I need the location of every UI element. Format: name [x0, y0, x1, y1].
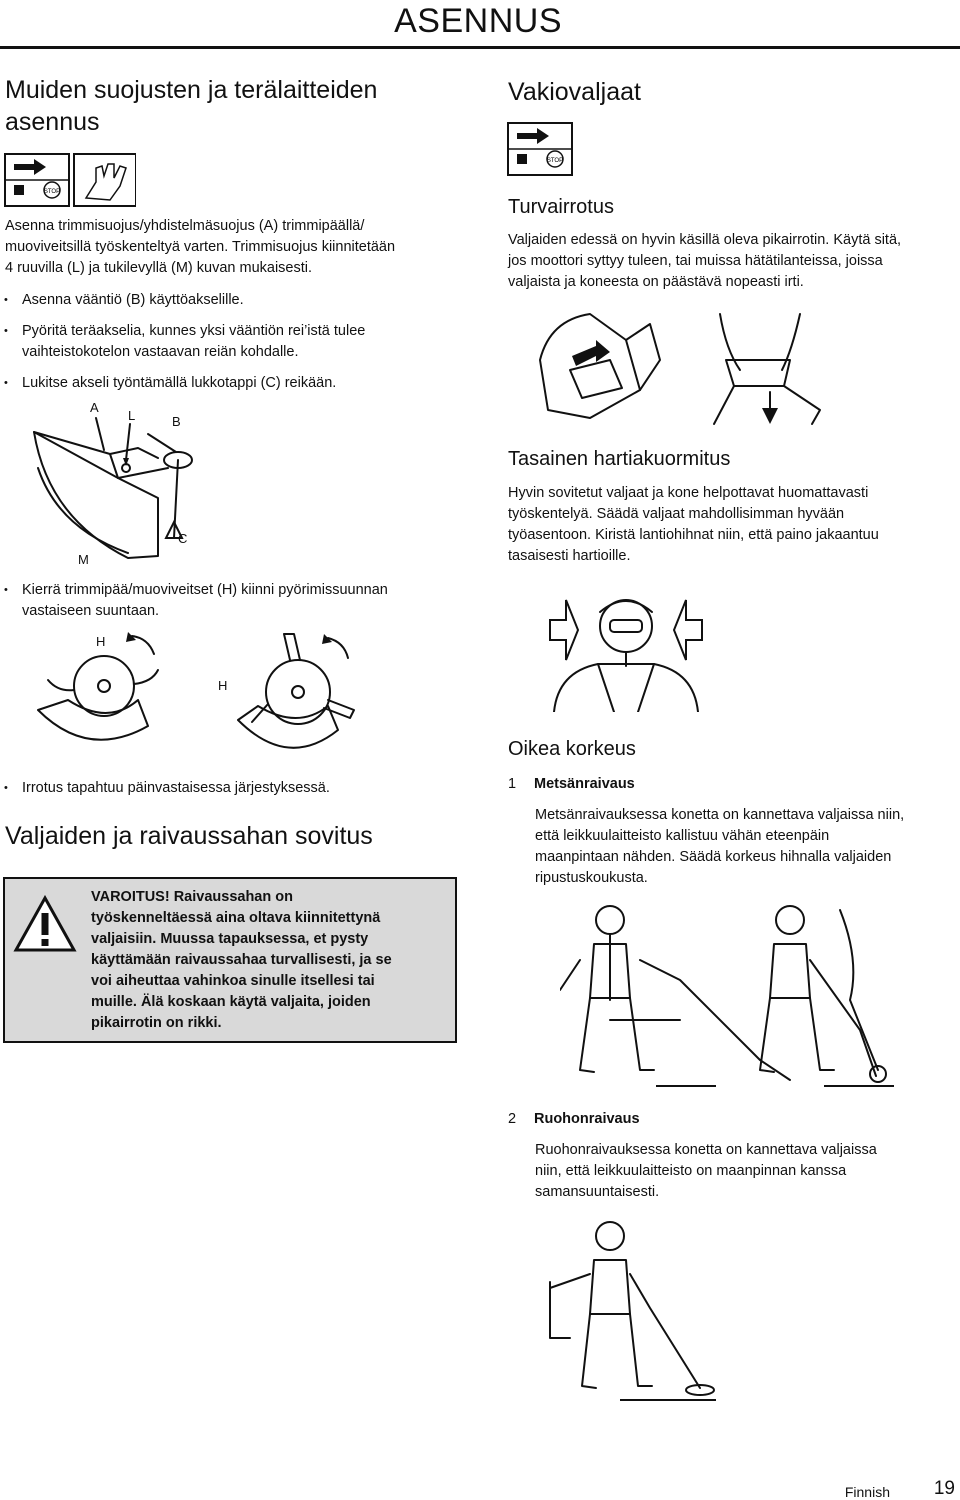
header-rule — [0, 46, 960, 49]
page-header-title: ASENNUS — [394, 2, 562, 40]
subsection-correct-height: Oikea korkeus — [508, 738, 636, 760]
step-rotate-shaft-cont: vaihteistokotelon vastaavan reiän kohdalle. — [22, 344, 299, 360]
subsection-shoulder-load: Tasainen hartiakuormitus — [508, 448, 731, 470]
warning-triangle-icon — [13, 895, 77, 953]
section-title-other-guards — [5, 74, 377, 138]
quick-release-paragraph: Valjaiden edessä on hyvin käsillä oleva pikairrotin. Käytä sitä, jos moottori syttyy tuleen, tai muissa hätätilanteissa, joissa valjaista ja koneesta on päästävä nopeasti irti. — [508, 232, 902, 290]
height-item-1-paragraph: Metsänraivauksessa konetta on kannettava valjaissa niin, että leikkuulaitteisto kallistuu vähän eteenpäin maanpintaan nähden. Säädä korkeus hihnalla valjaiden ripustuskoukusta. — [535, 807, 905, 886]
guard-assembly-figure — [18, 398, 458, 570]
footer-language: Finnish — [844, 1484, 890, 1500]
step-lock-shaft: • Lukitse akseli työntämällä lukkotappi (C) reikään. — [0, 373, 460, 394]
label-h2: H — [218, 678, 228, 693]
subsection-quick-release: Turvairrotus — [508, 196, 614, 218]
label-a: A — [90, 400, 99, 415]
section-title-line2: asennus — [5, 108, 100, 136]
read-manual-icon-right — [507, 121, 575, 177]
quick-release-figure — [530, 300, 830, 426]
step-attach-head — [0, 580, 460, 622]
instruction-icons-left — [4, 152, 136, 208]
section-title-line1: Muiden suojusten ja terälaitteiden — [5, 76, 378, 104]
label-m: M — [78, 552, 89, 567]
label-l: L — [128, 408, 136, 423]
intro-line1: Asenna trimmisuojus/yhdistelmäsuojus (A) trimmipäällä/ — [5, 218, 365, 234]
section-title-harness-fitting: Valjaiden ja raivaussahan sovitus — [5, 822, 373, 850]
shoulder-harness-figure — [534, 576, 714, 712]
assembly-steps — [0, 290, 460, 394]
intro-paragraph — [5, 216, 455, 279]
intro-line3: 4 ruuvilla (L) ja tukilevyllä (M) kuvan mukaisesti. — [5, 260, 313, 276]
height-item-2-heading: 2 Ruohonraivaus — [508, 1111, 640, 1127]
section-title-standard-harness: Vakiovaljaat — [508, 78, 641, 106]
svg-text:STOP: STOP — [546, 158, 564, 164]
step-removal — [0, 778, 460, 799]
label-h1: H — [96, 634, 106, 649]
warning-box — [3, 877, 457, 1043]
svg-text:STOP: STOP — [43, 189, 61, 195]
height-item-1-heading: 1 Metsänraivaus — [508, 776, 635, 792]
label-b: B — [172, 414, 181, 429]
shoulder-load-paragraph: Hyvin sovitetut valjaat ja kone helpottavat huomattavasti työskentelyä. Säädä valjaat mahdollisimman hyvään työasentoon. Kiristä lantiohihnat niin, että paino jakaantuu tasaisesti hartioille. — [508, 485, 879, 564]
footer-page-number: 19 — [933, 1478, 955, 1499]
trimmer-head-figure — [28, 630, 368, 760]
forest-clearing-figure — [560, 900, 900, 1094]
step-mount-driver: • Asenna vääntiö (B) käyttöakselille. — [0, 290, 460, 311]
warning-text: VAROITUS! Raivaussahan on työskenneltäessä aina oltava kiinnitettynä valjaisiin. Muussa tapauksessa, et pysty käyttämään raivaussahaa turvallisesti, ja se voi aiheuttaa vahinkoa sinulle itsellesi tai muille. Älä koskaan käytä valjaita, joiden pikairrotin on rikki. — [91, 889, 392, 1031]
step-attach-head-text: • Kierrä trimmipää/muoviveitset (H) kiinni pyörimissuunnan vastaiseen suuntaan. — [0, 580, 460, 622]
step-removal-text: • Irrotus tapahtuu päinvastaisessa järjestyksessä. — [0, 778, 460, 799]
step-rotate-shaft: • Pyöritä teräakselia, kunnes yksi vääntiön rei’istä tulee — [0, 321, 460, 342]
height-item-2-paragraph: Ruohonraivauksessa konetta on kannettava valjaissa niin, että leikkuulaitteisto on maanpinnan kanssa samansuuntaisesti. — [535, 1142, 877, 1200]
label-c: C — [178, 531, 188, 546]
grass-clearing-figure — [520, 1218, 720, 1404]
intro-line2: muoviveitsillä työskenteltyä varten. Trimmisuojus kiinnitetään — [5, 239, 396, 255]
